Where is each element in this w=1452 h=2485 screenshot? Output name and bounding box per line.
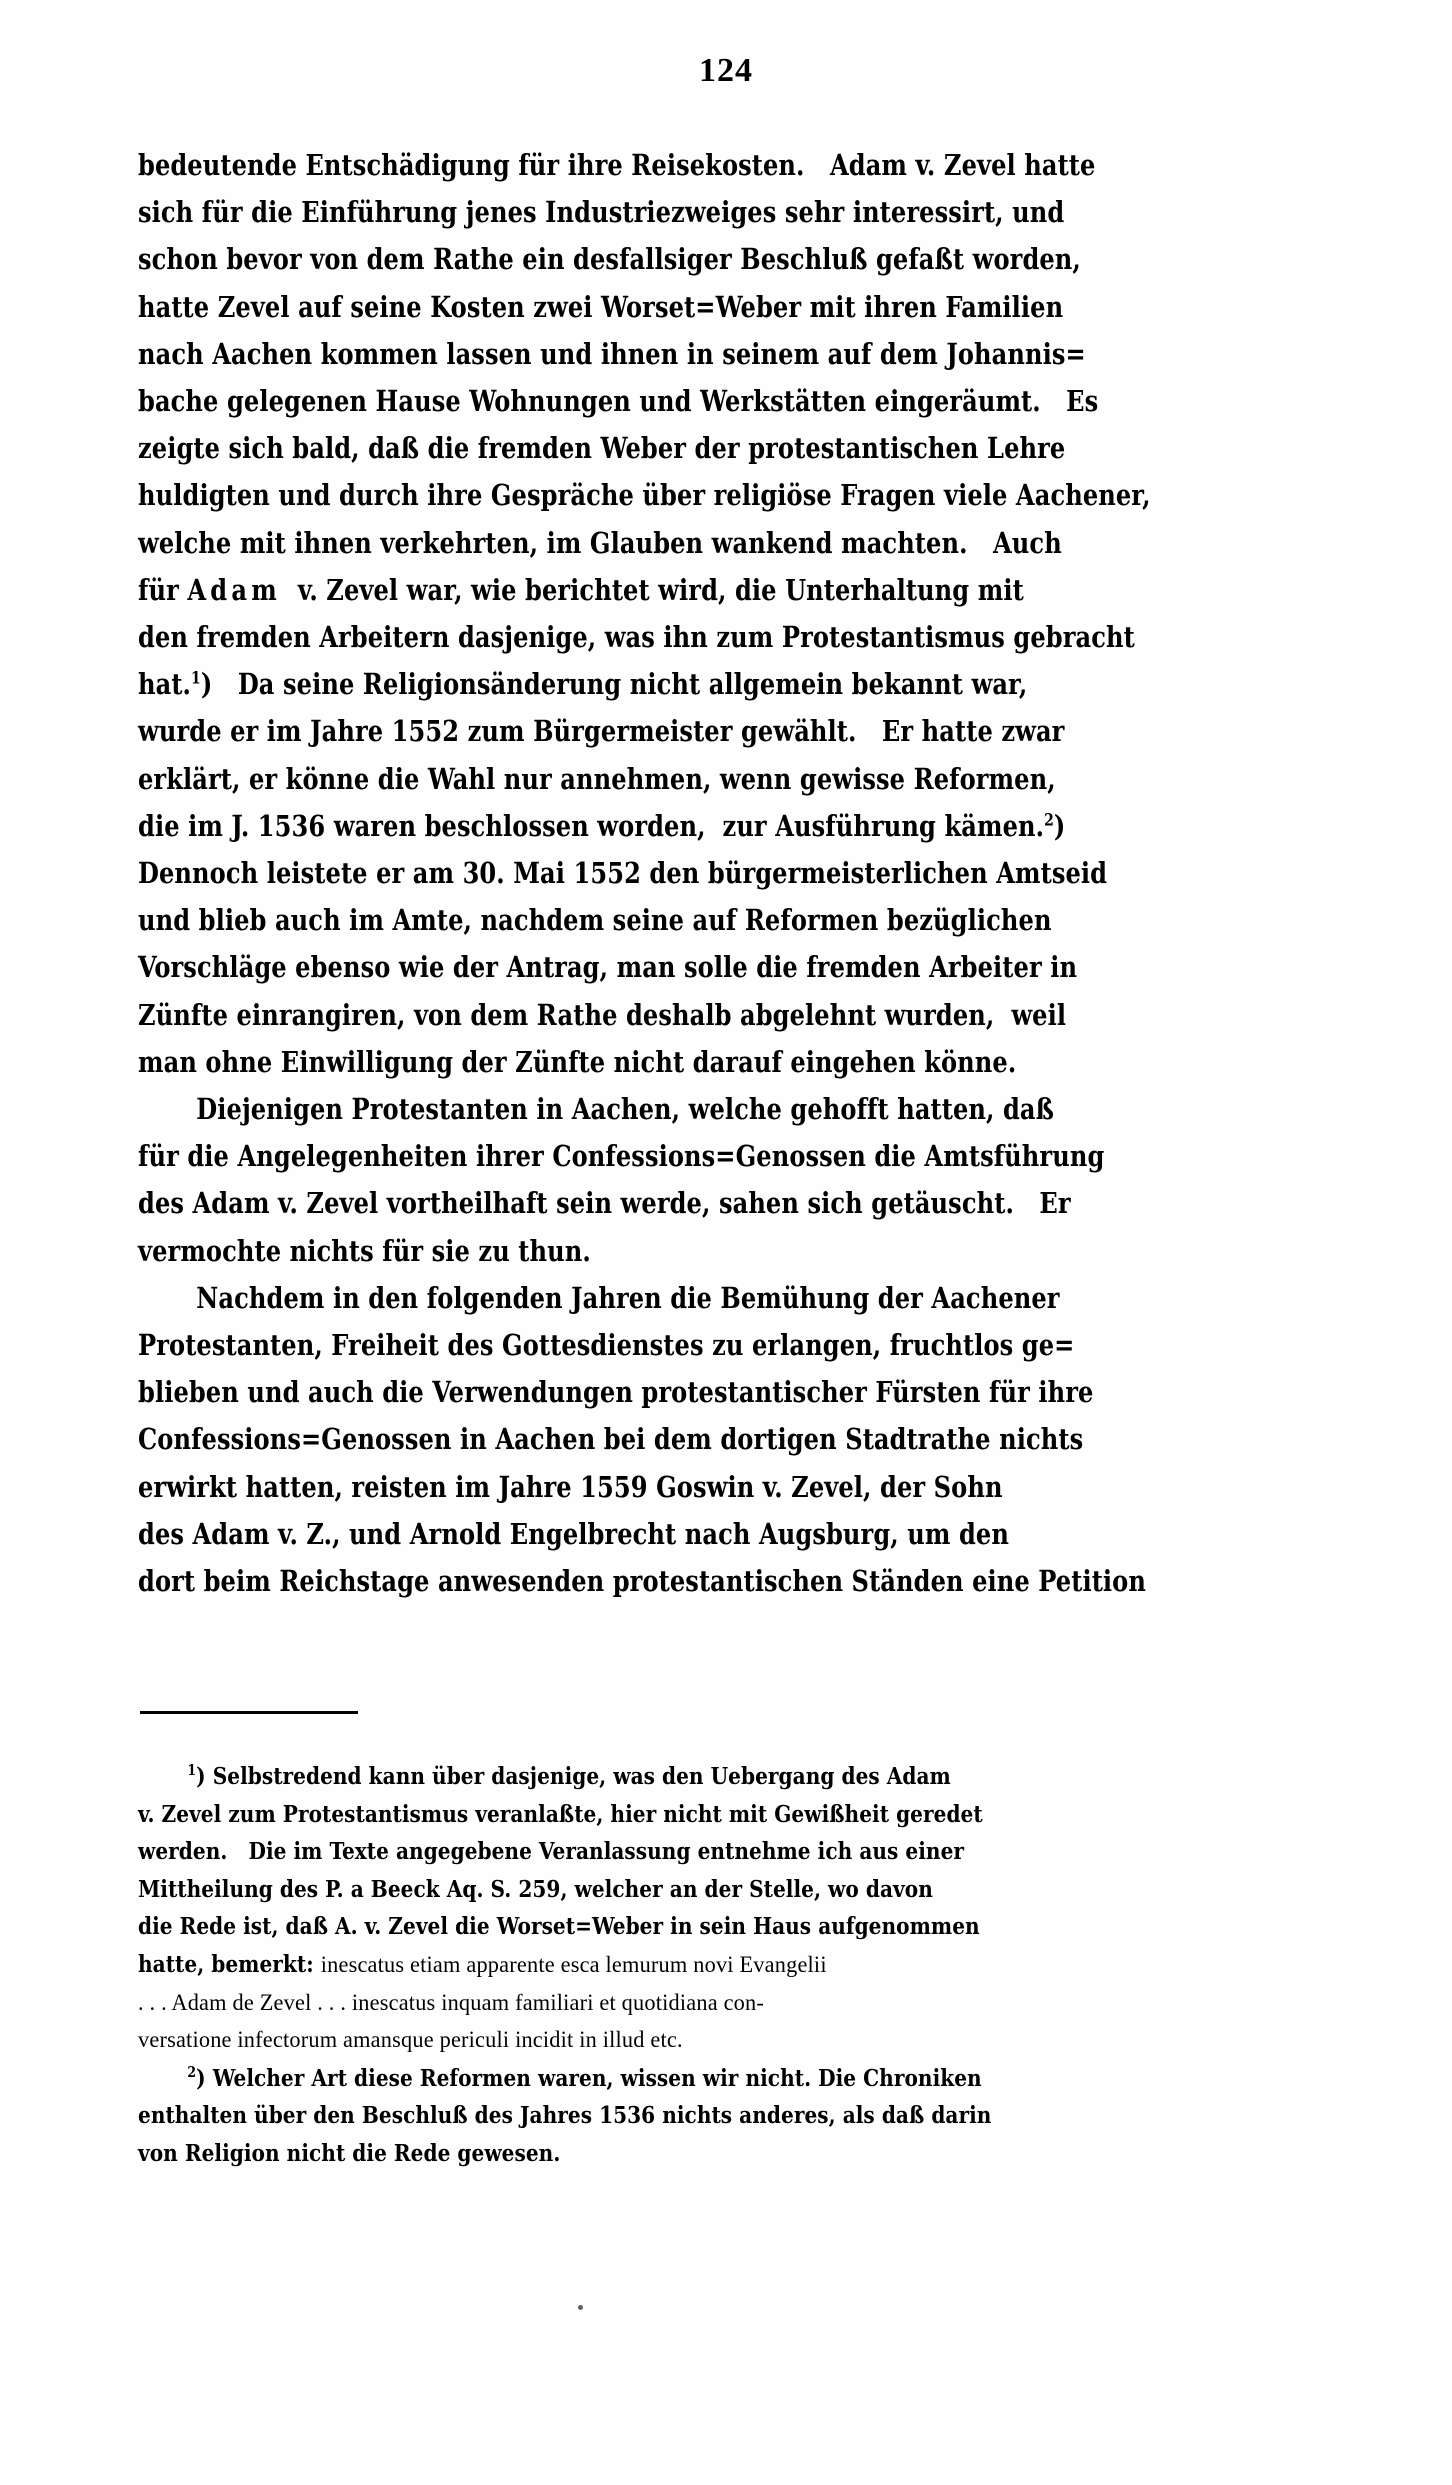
footnote-line: [138, 1908, 1259, 1946]
footnote-text: v. Zevel zum Protestantismus veranlaßte, hier nicht mit Gewißheit geredet: [138, 1799, 983, 1828]
text-line: schon bevor von dem Rathe ein desfallsiger Beschluß gefaßt worden,: [138, 242, 1081, 277]
footnote-text-latin: inescatus etiam apparente esca lemurum novi Evangelii: [320, 1951, 827, 1978]
footnote-line: [138, 2022, 1259, 2060]
text-line: erwirkt hatten, reisten im Jahre 1559 Goswin v. Zevel, der Sohn: [138, 1469, 1003, 1504]
body-paragraph: [138, 1275, 1318, 1605]
footnote-text: die Rede ist, daß A. v. Zevel die Worset=Weber in sein Haus aufgenommen: [138, 1912, 980, 1941]
text-line: für die Angelegenheiten ihrer Confessions=Genossen die Amtsführung: [138, 1139, 1105, 1174]
footnote: [138, 1758, 1318, 2060]
text-line: Protestanten, Freiheit des Gottesdienstes zu erlangen, fruchtlos ge=: [138, 1328, 1075, 1363]
text-line: hat.$^1$) Da seine Religionsänderung nicht allgemein bekannt war,: [138, 667, 1028, 702]
text-line: Dennoch leistete er am 30. Mai 1552 den bürgermeisterlichen Amtseid: [138, 856, 1108, 891]
footnote-line: [138, 2097, 1259, 2135]
footnote-text: von Religion nicht die Rede gewesen.: [138, 2138, 561, 2167]
footnotes-section: [138, 1758, 1318, 2173]
footnote-ref-1[interactable]: 1: [191, 667, 201, 688]
footnote-marker: 1: [187, 1762, 197, 1780]
footnote-line: $^1$) Selbstredend kann über dasjenige, was den Uebergang des Adam: [187, 1762, 951, 1790]
footnote-separator-rule: [140, 1711, 358, 1714]
text-line: welche mit ihnen verkehrten, im Glauben wankend machten. Auch: [138, 525, 1062, 560]
body-paragraph: [138, 142, 1318, 1086]
text-line: Vorschläge ebenso wie der Antrag, man solle die fremden Arbeiter in: [138, 950, 1078, 985]
text-line: des Adam v. Zevel vortheilhaft sein werde, sahen sich getäuscht. Er: [138, 1186, 1071, 1221]
text-line: Nachdem in den folgenden Jahren die Bemühung der Aachener: [196, 1280, 1060, 1315]
footnote-line: [138, 2135, 1259, 2173]
page-number: 124: [699, 52, 753, 89]
footnote-text: Selbstredend kann über dasjenige, was den Uebergang des Adam: [212, 1762, 951, 1790]
footnote-text-fraktur: hatte, bemerkt:: [138, 1949, 321, 1978]
text-line: Confessions=Genossen in Aachen bei dem dortigen Stadtrathe nichts: [138, 1422, 1084, 1457]
footnote-text: enthalten über den Beschluß des Jahres 1536 nichts anderes, als daß darin: [138, 2101, 992, 2130]
text-line: huldigten und durch ihre Gespräche über religiöse Fragen viele Aachener,: [138, 478, 1151, 513]
text-line: zeigte sich bald, daß die fremden Weber der protestantischen Lehre: [138, 431, 1066, 466]
text-line: man ohne Einwilligung der Zünfte nicht darauf eingehen könne.: [138, 1044, 1017, 1079]
scan-artifact-speck: [578, 2305, 583, 2310]
footnote-line: [138, 1871, 1259, 1909]
text-line: bache gelegenen Hause Wohnungen und Werkstätten eingeräumt. Es: [138, 384, 1099, 419]
footnote: [138, 2060, 1318, 2173]
footnote-line: [138, 1833, 1259, 1871]
footnote-line: [138, 1946, 1259, 1985]
emphasized-name: Adam: [187, 572, 281, 607]
footnote-line: $^2$) Welcher Art diese Reformen waren, wissen wir nicht. Die Chroniken: [187, 2063, 982, 2092]
text-line: und blieb auch im Amte, nachdem seine auf Reformen bezüglichen: [138, 903, 1052, 938]
footnote-text: Mittheilung des P. a Beeck Aq. S. 259, welcher an der Stelle, wo davon: [138, 1874, 933, 1903]
text-line: des Adam v. Z., und Arnold Engelbrecht nach Augsburg, um den: [138, 1516, 1009, 1551]
body-paragraph: [138, 1086, 1318, 1275]
text-line: für Adam v. Zevel war, wie berichtet wird, die Unterhaltung mit: [138, 572, 1024, 607]
text-line: den fremden Arbeitern dasjenige, was ihn zum Protestantismus gebracht: [138, 620, 1135, 655]
text-line: hatte Zevel auf seine Kosten zwei Worset=Weber mit ihren Familien: [138, 289, 1064, 324]
body-text: [138, 142, 1318, 1605]
text-line: wurde er im Jahre 1552 zum Bürgermeister gewählt. Er hatte zwar: [138, 714, 1065, 749]
footnote-line: [138, 1796, 1259, 1834]
footnote-text: Welcher Art diese Reformen waren, wissen wir nicht. Die Chroniken: [212, 2063, 982, 2092]
text-line: vermochte nichts für sie zu thun.: [138, 1233, 591, 1268]
footnote-marker: 2: [187, 2063, 197, 2081]
text-line: Zünfte einrangiren, von dem Rathe deshalb abgelehnt wurden, weil: [138, 997, 1067, 1032]
text-line: nach Aachen kommen lassen und ihnen in seinem auf dem Johannis=: [138, 336, 1086, 371]
footnote-text: . . . Adam de Zevel . . . inescatus inquam familiari et quotidiana con-: [138, 1989, 765, 2016]
footnote-line: [138, 1985, 1259, 2023]
text-line: blieben und auch die Verwendungen protestantischer Fürsten für ihre: [138, 1375, 1094, 1410]
text-line: sich für die Einführung jenes Industriezweiges sehr interessirt, und: [138, 195, 1065, 230]
footnote-text: werden. Die im Texte angegebene Veranlassung entnehme ich aus einer: [138, 1837, 965, 1866]
text-line: dort beim Reichstage anwesenden protestantischen Ständen eine Petition: [138, 1564, 1146, 1599]
footnote-text: versatione infectorum amansque periculi incidit in illud etc.: [138, 2027, 683, 2054]
text-line: bedeutende Entschädigung für ihre Reisekosten. Adam v. Zevel hatte: [138, 148, 1096, 182]
text-line: die im J. 1536 waren beschlossen worden, zur Ausführung kämen.$^2$): [138, 808, 1066, 843]
footnote-ref-2[interactable]: 2: [1044, 809, 1054, 830]
text-line: Diejenigen Protestanten in Aachen, welche gehofft hatten, daß: [196, 1092, 1055, 1127]
text-line: erklärt, er könne die Wahl nur annehmen, wenn gewisse Reformen,: [138, 761, 1056, 796]
